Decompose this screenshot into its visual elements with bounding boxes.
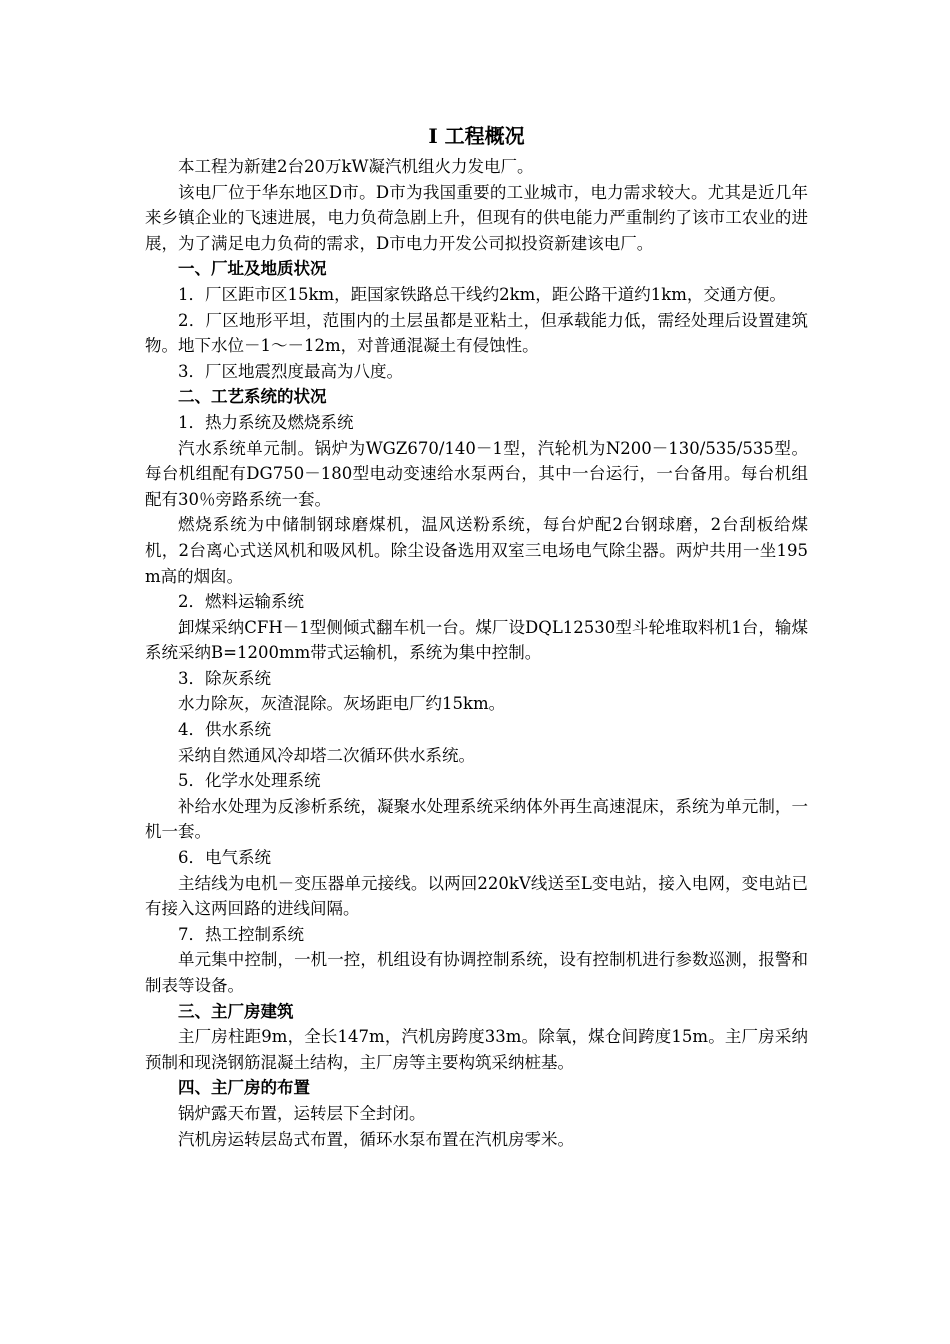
site-item-2: 2．厂区地形平坦，范围内的土层虽都是亚粘土，但承载能力低，需经处理后设置建筑物。地下水位－1～－12m，对普通混凝土有侵蚀性。	[145, 310, 808, 356]
thermal-control-paragraph: 单元集中控制，一机一控，机组设有协调控制系统，设有控制机进行参数巡测，报警和制表等设备。	[145, 950, 808, 995]
fuel-paragraph: 卸煤采纳CFH－1型侧倾式翻车机一台。煤厂设DQL12530型斗轮堆取料机1台，输煤系统采纳B=1200mm带式运输机，系统为集中控制。	[145, 617, 808, 663]
section-heading-main-building: 三、主厂房建筑	[178, 1001, 294, 1021]
intro-paragraph-2: 该电厂位于华东地区D市。D市为我国重要的工业城市，电力需求较大。尤其是近几年来乡镇企业的飞速进展，电力负荷急剧上升，但现有的供电能力严重制约了该市工农业的进展，为了满足电力负荷的需求，D市电力开发公司拟投资新建该电厂。	[145, 182, 808, 253]
subsection-title-thermal-control: 7．热工控制系统	[178, 924, 304, 944]
subsection-title-water-supply: 4．供水系统	[178, 720, 271, 740]
electrical-paragraph: 主结线为电机－变压器单元接线。以两回220kV线送至L变电站，接入电网，变电站已有接入这两回路的进线间隔。	[145, 873, 808, 919]
section-heading-site-geology: 一、厂址及地质状况	[178, 259, 327, 279]
thermal-paragraph-2: 燃烧系统为中储制钢球磨煤机，温风送粉系统，每台炉配2台钢球磨，2台刮板给煤机，2台离心式送风机和吸风机。除尘设备选用双室三电场电气除尘器。两炉共用一坐195m高的烟囱。	[145, 515, 808, 586]
layout-paragraph-1: 锅炉露天布置，运转层下全封闭。	[178, 1103, 426, 1123]
main-building-paragraph: 主厂房柱距9m，全长147m，汽机房跨度33m。除氧，煤仓间跨度15m。主厂房采纳预制和现浇钢筋混凝土结构，主厂房等主要构筑采纳桩基。	[145, 1027, 808, 1072]
water-supply-paragraph: 采纳自然通风冷却塔二次循环供水系统。	[178, 745, 475, 765]
subsection-title-ash: 3．除灰系统	[178, 668, 271, 688]
ash-paragraph: 水力除灰，灰渣混除。灰场距电厂约15km。	[178, 694, 506, 714]
subsection-title-electrical: 6．电气系统	[178, 848, 271, 868]
chemical-water-paragraph: 补给水处理为反渗析系统，凝聚水处理系统采纳体外再生高速混床，系统为单元制，一机一套。	[145, 796, 808, 842]
subsection-title-thermal: 1．热力系统及燃烧系统	[178, 412, 354, 432]
intro-paragraph-1: 本工程为新建2台20万kW凝汽机组火力发电厂。	[178, 157, 534, 176]
subsection-title-chemical-water: 5．化学水处理系统	[178, 771, 321, 791]
section-heading-process-systems: 二、工艺系统的状况	[178, 387, 327, 407]
site-item-3: 3．厂区地震烈度最高为八度。	[178, 361, 403, 381]
document-title: Ⅰ 工程概况	[428, 124, 525, 148]
document-page	[145, 118, 808, 1152]
section-heading-main-building-layout: 四、主厂房的布置	[178, 1078, 310, 1098]
layout-paragraph-2: 汽机房运转层岛式布置，循环水泵布置在汽机房零米。	[178, 1129, 574, 1149]
thermal-paragraph-1: 汽水系统单元制。锅炉为WGZ670/140－1型，汽轮机为N200－130/535/535型。每台机组配有DG750－180型电动变速给水泵两台，其中一台运行，一台备用。每台机组配有30％旁路系统一套。	[145, 438, 808, 509]
subsection-title-fuel: 2．燃料运输系统	[178, 592, 304, 612]
site-item-1: 1．厂区距市区15km，距国家铁路总干线约2km，距公路干道约1km，交通方便。	[178, 284, 786, 304]
